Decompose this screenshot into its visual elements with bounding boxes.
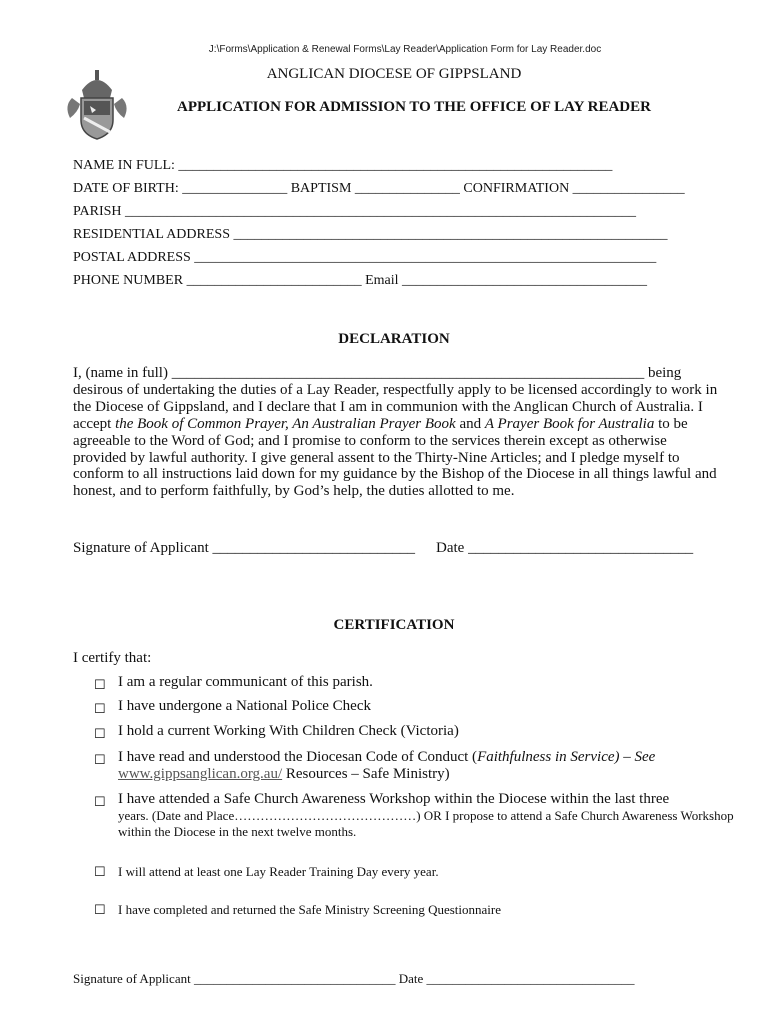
cert-item-training-day: I will attend at least one Lay Reader Training Day every year. (118, 864, 439, 879)
cert-item-code-of-conduct (118, 749, 738, 783)
declaration-and: and (455, 415, 485, 432)
form-title: APPLICATION FOR ADMISSION TO THE OFFICE OF LAY READER (177, 99, 651, 115)
declaration-italic2: A Prayer Book for Australia (484, 415, 655, 432)
cert-item-working-with-children: I hold a current Working With Children Check (Victoria) (118, 723, 459, 739)
parish-field[interactable]: PARISH _________________________________________________________________________ (73, 204, 637, 219)
checkbox-screening-questionnaire[interactable]: ☐ (94, 902, 106, 917)
checkbox-police-check[interactable]: ☐ (94, 701, 106, 716)
workshop-line1: I have attended a Safe Church Awareness Workshop within the Diocese within the last three (118, 791, 670, 807)
name-in-full-field[interactable]: NAME IN FULL: ______________________________________________________________ (73, 158, 613, 173)
certification-heading: CERTIFICATION (333, 617, 455, 633)
cert-item-safe-church-workshop (118, 791, 738, 840)
checkbox-working-with-children[interactable]: ☐ (94, 726, 106, 741)
checkbox-training-day[interactable]: ☐ (94, 864, 106, 879)
dob-baptism-confirmation-field[interactable]: DATE OF BIRTH: _______________ BAPTISM _______________ CONFIRMATION ________________ (73, 181, 685, 196)
cert-item-screening-questionnaire: I have completed and returned the Safe Ministry Screening Questionnaire (118, 902, 502, 917)
checkbox-code-of-conduct[interactable]: ☐ (94, 752, 106, 767)
phone-email-field[interactable]: PHONE NUMBER _________________________ Email ___________________________________ (73, 273, 647, 288)
declaration-part2: to be agreeable to the Word of God; and I promise to conform to the services therein except as otherwise provided by lawful authority. I give general assent to the Thirty-Nine Articles; and I pledge myself to conform to all instructions laid down for my guidance by the Bishop of the Diocese in all things lawful and honest, and to perform faithfully, by God’s help, the duties allotted to me. (73, 415, 717, 500)
declaration-part1: I, (name in full) _______________________________________________________________ being desirous of undertaking the duties of a Lay Reader, respectfully apply to be licensed accordingly to work in the Diocese of Gippsland, and I declare that I am in communion with the Anglican Church of Australia. I accept (73, 365, 718, 432)
cert-item-police-check: I have undergone a National Police Check (118, 698, 371, 714)
code-italic: Faithfulness in Service) – See (477, 749, 656, 765)
residential-address-field[interactable]: RESIDENTIAL ADDRESS ______________________________________________________________ (73, 227, 668, 242)
applicant-signature-field[interactable]: Signature of Applicant ___________________________ (73, 540, 416, 556)
signature-date-field[interactable]: Date ______________________________ (436, 540, 694, 556)
workshop-line2: years. (Date and Place……………………………………) OR I propose to attend a Safe Church Awareness Workshop within the Diocese in the next twelve months. (118, 808, 734, 839)
declaration-heading: DECLARATION (338, 331, 450, 347)
checkbox-safe-church-workshop[interactable]: ☐ (94, 794, 106, 809)
certify-intro: I certify that: (73, 650, 152, 666)
code-after: Resources – Safe Ministry) (282, 766, 450, 782)
diocese-name: ANGLICAN DIOCESE OF GIPPSLAND (266, 66, 522, 82)
code-text: I have read and understood the Diocesan Code of Conduct ( (118, 749, 478, 765)
checkbox-communicant[interactable]: ☐ (94, 677, 106, 692)
declaration-text (73, 365, 723, 500)
applicant-signature-date-field-2[interactable]: Signature of Applicant _______________________________ Date ________________________________ (73, 971, 635, 986)
gippsanglican-link[interactable]: www.gippsanglican.org.au/ (118, 766, 283, 782)
file-path: J:\Forms\Application & Renewal Forms\Lay Reader\Application Form for Lay Reader.doc (208, 44, 602, 55)
declaration-italic1: the Book of Common Prayer, An Australian Prayer Book (115, 415, 456, 432)
cert-item-communicant: I am a regular communicant of this parish. (118, 674, 373, 690)
postal-address-field[interactable]: POSTAL ADDRESS __________________________________________________________________ (73, 250, 657, 265)
